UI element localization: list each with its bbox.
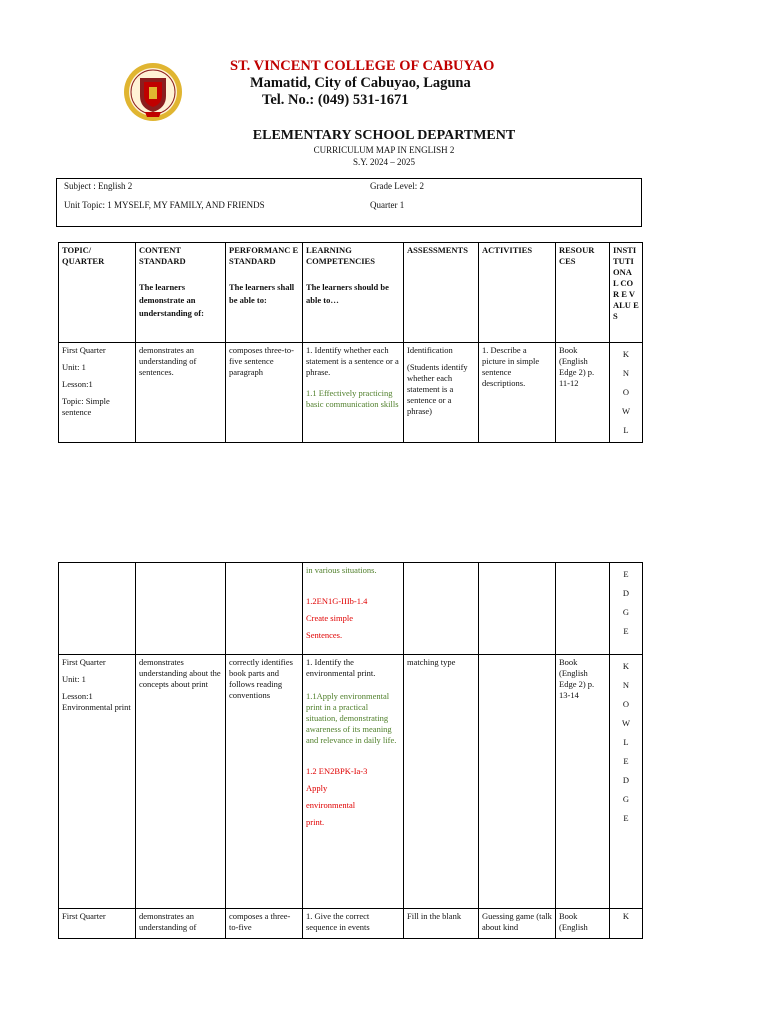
school-address: Mamatid, City of Cabuyao, Laguna	[250, 75, 471, 91]
row3-topic: First Quarter	[59, 909, 136, 939]
row1-cont-competency: in various situations. 1.2EN1G-IIIb-1.4 Create simple Sentences.	[303, 563, 404, 655]
curriculum-table-page-1	[58, 242, 643, 443]
table-header-row	[59, 243, 643, 343]
row3-activity: Guessing game (talk about kind	[479, 909, 556, 939]
col-topic: TOPIC/ QUARTER	[59, 243, 136, 343]
row1-cont-values: E D G E	[610, 563, 643, 655]
table-row	[59, 343, 643, 443]
row2-topic: First Quarter Unit: 1 Lesson:1 Environmental print	[59, 655, 136, 909]
subject-label: Subject : English 2	[64, 181, 133, 191]
row3-values: K	[610, 909, 643, 939]
row3-assessment: Fill in the blank	[404, 909, 479, 939]
school-tel: Tel. No.: (049) 531-1671	[262, 92, 409, 108]
row1-competency: 1. Identify whether each statement is a sentence or a phrase. 1.1 Effectively practicing basic communication skills	[303, 343, 404, 443]
row3-competency: 1. Give the correct sequence in events	[303, 909, 404, 939]
row1-assessment: Identification (Students identify whether each statement is a sentence or a phrase)	[404, 343, 479, 443]
row2-performance: correctly identifies book parts and follows reading conventions	[226, 655, 303, 909]
col-learning: LEARNING COMPETENCIES The learners should be able to…	[303, 243, 404, 343]
table-row	[59, 563, 643, 655]
row1-resource: Book (English Edge 2) p. 11-12	[556, 343, 610, 443]
table-row	[59, 909, 643, 939]
map-title: CURRICULUM MAP IN ENGLISH 2	[313, 145, 455, 155]
row1-content: demonstrates an understanding of sentences.	[136, 343, 226, 443]
row1-topic: First Quarter Unit: 1 Lesson:1 Topic: Simple sentence	[59, 343, 136, 443]
row1-values: K N O W L	[610, 343, 643, 443]
col-resources: RESOUR CES	[556, 243, 610, 343]
row2-competency: 1. Identify the environmental print. 1.1Apply environmental print in a practical situation, demonstrating awareness of its meaning and relevance in daily life. 1.2 EN2BPK-Ia-3 Apply environmental print.	[303, 655, 404, 909]
row1-activity: 1. Describe a picture in simple sentence descriptions.	[479, 343, 556, 443]
school-name: ST. VINCENT COLLEGE OF CABUYAO	[230, 58, 495, 74]
row2-resource: Book (English Edge 2) p. 13-14	[556, 655, 610, 909]
col-content: CONTENT STANDARD The learners demonstrate an understanding of:	[136, 243, 226, 343]
subject-info-box	[56, 178, 642, 227]
col-performance: PERFORMANC E STANDARD The learners shall be able to:	[226, 243, 303, 343]
col-assessments: ASSESSMENTS	[404, 243, 479, 343]
col-values: INSTI TUTI ONA L COR E VALU ES	[610, 243, 643, 343]
row2-content: demonstrates understanding about the concepts about print	[136, 655, 226, 909]
row2-assessment: matching type	[404, 655, 479, 909]
school-header	[230, 58, 530, 109]
school-logo	[123, 62, 183, 122]
row1-performance: composes three-to-five sentence paragraph	[226, 343, 303, 443]
grade-level-label: Grade Level: 2	[370, 181, 424, 191]
table-row	[59, 655, 643, 909]
row3-resource: Book (English	[556, 909, 610, 939]
row3-content: demonstrates an understanding of	[136, 909, 226, 939]
school-year: S.Y. 2024 – 2025	[352, 157, 416, 167]
department-block	[0, 128, 768, 168]
unit-topic-label: Unit Topic: 1 MYSELF, MY FAMILY, AND FRIENDS	[64, 200, 265, 210]
row2-values: K N O W L E D G E	[610, 655, 643, 909]
quarter-label: Quarter 1	[370, 200, 405, 210]
department-title: ELEMENTARY SCHOOL DEPARTMENT	[252, 128, 516, 143]
row3-performance: composes a three-to-five	[226, 909, 303, 939]
curriculum-table-page-2	[58, 562, 643, 939]
col-activities: ACTIVITIES	[479, 243, 556, 343]
